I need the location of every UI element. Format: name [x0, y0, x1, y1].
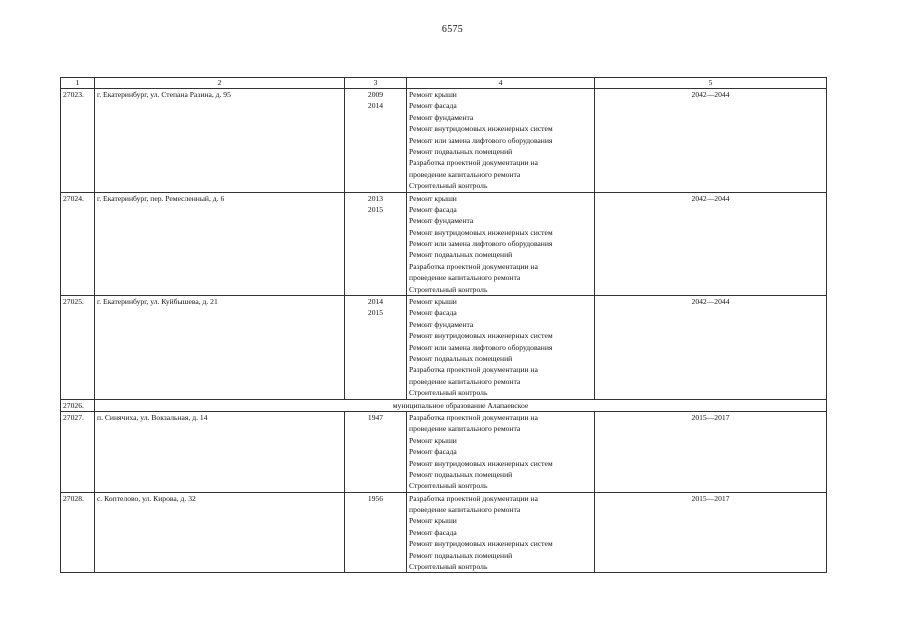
row-number: 27024.: [61, 192, 95, 296]
work-item: Ремонт подвальных помещений: [409, 146, 513, 156]
years-cell: [345, 296, 407, 400]
work-item: проведение капитального ремонта: [409, 169, 521, 179]
works-cell: [407, 411, 595, 492]
work-item: Ремонт фасада: [409, 101, 457, 111]
work-item: Ремонт фасада: [409, 527, 457, 537]
building-address: с. Коптелово, ул. Кирова, д. 32: [95, 492, 345, 573]
repair-period: 2042—2044: [595, 89, 827, 193]
work-item: проведение капитального ремонта: [409, 273, 521, 283]
repair-period: 2015—2017: [595, 492, 827, 573]
work-item: Ремонт фасада: [409, 447, 457, 457]
work-item: Ремонт подвальных помещений: [409, 250, 513, 260]
work-item: Разработка проектной документации на: [409, 365, 538, 375]
work-item: Строительный контроль: [409, 481, 488, 491]
work-item: Ремонт или замена лифтового оборудования: [409, 239, 553, 249]
column-number-4: 4: [407, 78, 595, 89]
work-item: Ремонт внутридомовых инженерных систем: [409, 458, 553, 468]
work-item: Ремонт или замена лифтового оборудования: [409, 342, 553, 352]
year-value: 1956: [367, 493, 384, 503]
work-item: Строительный контроль: [409, 562, 488, 572]
table-row: [61, 492, 827, 573]
work-item: Ремонт крыши: [409, 435, 457, 445]
work-item: Ремонт внутридомовых инженерных систем: [409, 227, 553, 237]
works-cell: [407, 296, 595, 400]
column-number-5: 5: [595, 78, 827, 89]
building-address: г. Екатеринбург, пер. Ремесленный, д. 6: [95, 192, 345, 296]
work-item: Строительный контроль: [409, 388, 488, 398]
year-value: 2014: [367, 101, 384, 111]
work-item: проведение капитального ремонта: [409, 505, 521, 515]
year-value: 2015: [367, 204, 384, 214]
row-number: 27023.: [61, 89, 95, 193]
municipality-row: [61, 399, 827, 411]
row-number: 27028.: [61, 492, 95, 573]
works-cell: [407, 492, 595, 573]
building-address: п. Синячиха, ул. Вокзальная, д. 14: [95, 411, 345, 492]
capital-repair-table: [60, 77, 827, 573]
work-item: Строительный контроль: [409, 181, 488, 191]
row-number: 27025.: [61, 296, 95, 400]
table-row: [61, 89, 827, 193]
work-item: Ремонт крыши: [409, 193, 457, 203]
work-item: Разработка проектной документации на: [409, 261, 538, 271]
work-item: Ремонт фундамента: [409, 112, 474, 122]
work-item: проведение капитального ремонта: [409, 376, 521, 386]
year-value: 2015: [367, 308, 384, 318]
work-item: Ремонт крыши: [409, 516, 457, 526]
work-item: Ремонт подвальных помещений: [409, 550, 513, 560]
work-item: Ремонт фасада: [409, 308, 457, 318]
row-number: 27027.: [61, 411, 95, 492]
repair-period: 2015—2017: [595, 411, 827, 492]
year-value: 2014: [367, 297, 384, 307]
column-number-1: 1: [61, 78, 95, 89]
column-number-3: 3: [345, 78, 407, 89]
work-item: Разработка проектной документации на: [409, 412, 538, 422]
table-row: [61, 192, 827, 296]
repair-period: 2042—2044: [595, 192, 827, 296]
building-address: г. Екатеринбург, ул. Степана Разина, д. 95: [95, 89, 345, 193]
years-cell: [345, 492, 407, 573]
table-row: [61, 296, 827, 400]
page-number: 6575: [441, 24, 464, 35]
column-number-2: 2: [95, 78, 345, 89]
work-item: Ремонт подвальных помещений: [409, 469, 513, 479]
repair-period: 2042—2044: [595, 296, 827, 400]
work-item: Ремонт или замена лифтового оборудования: [409, 135, 553, 145]
work-item: Ремонт крыши: [409, 90, 457, 99]
work-item: Ремонт крыши: [409, 297, 457, 307]
table-body: [61, 78, 827, 573]
work-item: Ремонт внутридомовых инженерных систем: [409, 331, 553, 341]
row-number: 27026.: [61, 399, 95, 411]
years-cell: [345, 411, 407, 492]
year-value: 2013: [367, 193, 384, 203]
works-cell: [407, 89, 595, 193]
building-address: г. Екатеринбург, ул. Куйбышева, д. 21: [95, 296, 345, 400]
work-item: Ремонт внутридомовых инженерных систем: [409, 539, 553, 549]
years-cell: [345, 89, 407, 193]
table-row: [61, 411, 827, 492]
work-item: Ремонт фундамента: [409, 216, 474, 226]
years-cell: [345, 192, 407, 296]
year-value: 2009: [367, 90, 384, 99]
year-value: 1947: [367, 412, 384, 422]
work-item: Ремонт фундамента: [409, 319, 474, 329]
work-item: Разработка проектной документации на: [409, 158, 538, 168]
work-item: Строительный контроль: [409, 284, 488, 294]
work-item: Разработка проектной документации на: [409, 493, 538, 503]
work-item: Ремонт фасада: [409, 204, 457, 214]
work-item: Ремонт подвальных помещений: [409, 353, 513, 363]
work-item: Ремонт внутридомовых инженерных систем: [409, 124, 553, 134]
work-item: проведение капитального ремонта: [409, 424, 521, 434]
municipality-title: муниципальное образование Алапаевское: [95, 399, 827, 411]
works-cell: [407, 192, 595, 296]
column-number-row: [61, 78, 827, 89]
